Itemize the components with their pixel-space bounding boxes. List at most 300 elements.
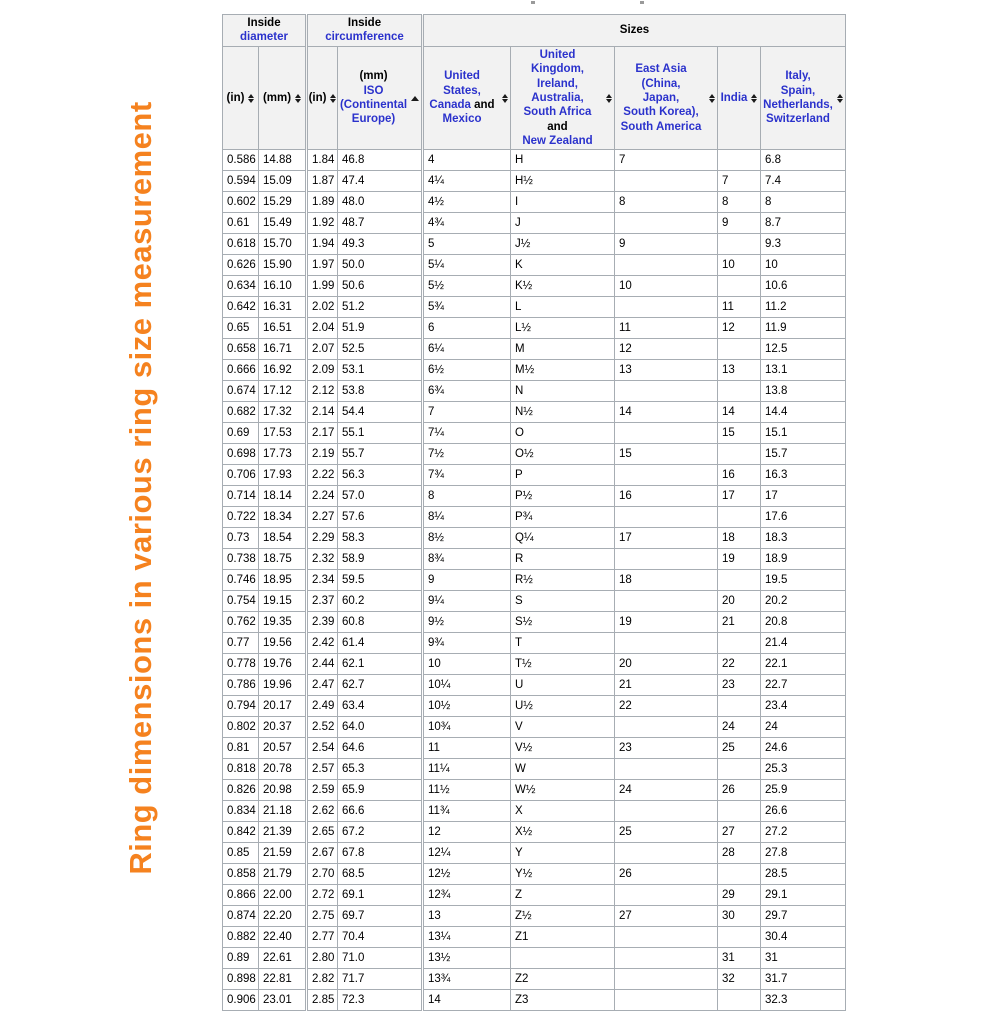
table-cell: 23 — [718, 675, 761, 696]
table-cell: 22.7 — [761, 675, 846, 696]
table-cell — [718, 864, 761, 885]
table-cell: 58.9 — [338, 549, 423, 570]
table-cell: 26.6 — [761, 801, 846, 822]
east-asia-link[interactable]: East Asia (China, — [635, 63, 687, 90]
table-cell: 20 — [615, 654, 718, 675]
table-cell — [615, 843, 718, 864]
table-cell: 29.7 — [761, 906, 846, 927]
table-cell: 2.42 — [307, 633, 338, 654]
table-cell: 0.634 — [223, 276, 259, 297]
table-cell: 25 — [615, 822, 718, 843]
table-cell: K½ — [511, 276, 615, 297]
table-cell: 8 — [615, 192, 718, 213]
table-cell: 0.674 — [223, 381, 259, 402]
table-cell: 16.92 — [259, 360, 307, 381]
header-east-asia[interactable] — [615, 46, 718, 150]
table-cell: 17 — [615, 528, 718, 549]
table-cell: 5¼ — [423, 255, 511, 276]
table-cell: 9½ — [423, 612, 511, 633]
sort-icon[interactable] — [330, 94, 336, 103]
table-cell — [615, 591, 718, 612]
table-cell — [718, 234, 761, 255]
diameter-link[interactable]: diameter — [240, 31, 288, 44]
table-cell: 0.618 — [223, 234, 259, 255]
ireland-link[interactable]: Ireland, — [537, 77, 578, 90]
table-cell: 7.4 — [761, 171, 846, 192]
table-cell: 5 — [423, 234, 511, 255]
table-cell: 27 — [718, 822, 761, 843]
table-cell: 66.6 — [338, 801, 423, 822]
table-cell: 24 — [615, 780, 718, 801]
table-cell: 2.09 — [307, 360, 338, 381]
table-cell: 27 — [615, 906, 718, 927]
table-row — [223, 864, 846, 885]
table-cell: 19 — [615, 612, 718, 633]
table-cell: 14 — [423, 990, 511, 1011]
table-cell: 10 — [718, 255, 761, 276]
table-cell: 0.746 — [223, 570, 259, 591]
table-cell: 22 — [615, 696, 718, 717]
table-cell: R½ — [511, 570, 615, 591]
table-cell: 0.786 — [223, 675, 259, 696]
column-header-row — [223, 46, 846, 150]
sort-icon[interactable] — [295, 94, 301, 103]
continental-europe-link[interactable]: Europe) — [351, 113, 396, 126]
table-cell: 13 — [615, 360, 718, 381]
table-cell: 15.90 — [259, 255, 307, 276]
table-cell: 2.77 — [307, 927, 338, 948]
table-row — [223, 927, 846, 948]
table-row — [223, 276, 846, 297]
australia-link[interactable]: Australia, — [531, 91, 584, 104]
table-cell — [615, 423, 718, 444]
table-cell: 2.27 — [307, 507, 338, 528]
table-cell: 68.5 — [338, 864, 423, 885]
table-cell: 4¼ — [423, 171, 511, 192]
table-cell — [718, 570, 761, 591]
table-cell: 4¾ — [423, 213, 511, 234]
table-cell: 22 — [718, 654, 761, 675]
table-cell: P½ — [511, 486, 615, 507]
table-cell: 19.35 — [259, 612, 307, 633]
sort-icon[interactable] — [502, 94, 508, 103]
table-cell: 2.29 — [307, 528, 338, 549]
table-cell — [615, 759, 718, 780]
table-row — [223, 423, 846, 444]
table-cell: 0.874 — [223, 906, 259, 927]
table-cell: Y½ — [511, 864, 615, 885]
netherlands-link[interactable]: Netherlands, — [763, 99, 833, 112]
table-row — [223, 906, 846, 927]
table-cell: 0.626 — [223, 255, 259, 276]
table-cell — [718, 276, 761, 297]
table-cell: 11 — [615, 318, 718, 339]
table-cell: 69.7 — [338, 906, 423, 927]
table-cell: 8¾ — [423, 549, 511, 570]
table-cell: 7 — [423, 402, 511, 423]
table-cell: 15.1 — [761, 423, 846, 444]
table-cell: 18 — [718, 528, 761, 549]
sort-icon[interactable] — [248, 94, 254, 103]
table-cell: 2.72 — [307, 885, 338, 906]
table-cell: U — [511, 675, 615, 696]
india-link[interactable]: India — [720, 91, 748, 104]
table-cell: 13¼ — [423, 927, 511, 948]
table-cell: K — [511, 255, 615, 276]
header-label: and — [547, 120, 568, 133]
table-cell: 17.53 — [259, 423, 307, 444]
table-cell: 9 — [615, 234, 718, 255]
table-cell: 10 — [423, 654, 511, 675]
table-cell: 22.20 — [259, 906, 307, 927]
table-cell: 15.7 — [761, 444, 846, 465]
table-cell: W½ — [511, 780, 615, 801]
table-cell: 2.02 — [307, 297, 338, 318]
table-row — [223, 507, 846, 528]
table-cell: 0.802 — [223, 717, 259, 738]
table-cell: W — [511, 759, 615, 780]
table-cell: 14 — [718, 402, 761, 423]
sort-ascending-icon[interactable] — [411, 96, 419, 101]
table-cell: X½ — [511, 822, 615, 843]
table-cell: P¾ — [511, 507, 615, 528]
table-cell: 2.14 — [307, 402, 338, 423]
table-cell: M½ — [511, 360, 615, 381]
iso-link[interactable]: ISO — [363, 84, 384, 97]
cutoff-artifact — [531, 1, 535, 4]
table-cell: 28.5 — [761, 864, 846, 885]
table-cell: 5½ — [423, 276, 511, 297]
table-cell: 21.4 — [761, 633, 846, 654]
table-cell — [718, 339, 761, 360]
table-cell: 1.97 — [307, 255, 338, 276]
table-cell — [615, 549, 718, 570]
table-row — [223, 654, 846, 675]
table-row — [223, 192, 846, 213]
table-cell: 15.70 — [259, 234, 307, 255]
table-cell: 64.0 — [338, 717, 423, 738]
table-row — [223, 213, 846, 234]
table-cell: 12 — [718, 318, 761, 339]
table-cell: 50.0 — [338, 255, 423, 276]
table-cell: 0.89 — [223, 948, 259, 969]
table-cell: 9 — [423, 570, 511, 591]
table-cell: 0.882 — [223, 927, 259, 948]
table-cell: S — [511, 591, 615, 612]
sort-icon[interactable] — [709, 94, 715, 103]
table-cell: 2.07 — [307, 339, 338, 360]
table-cell: U½ — [511, 696, 615, 717]
table-cell: 2.80 — [307, 948, 338, 969]
table-cell: 12.5 — [761, 339, 846, 360]
header-label: (in) — [308, 91, 327, 104]
table-row — [223, 549, 846, 570]
table-cell: 0.85 — [223, 843, 259, 864]
table-cell: 23 — [615, 738, 718, 759]
table-cell: 0.898 — [223, 969, 259, 990]
table-cell: 19.96 — [259, 675, 307, 696]
table-cell: 6¾ — [423, 381, 511, 402]
table-cell: 30 — [718, 906, 761, 927]
table-cell: H — [511, 150, 615, 171]
table-cell — [615, 885, 718, 906]
table-cell — [615, 801, 718, 822]
table-cell: Z3 — [511, 990, 615, 1011]
table-cell: 0.834 — [223, 801, 259, 822]
table-cell — [718, 507, 761, 528]
table-cell: 16.31 — [259, 297, 307, 318]
table-cell: 60.8 — [338, 612, 423, 633]
header-label: (mm) — [359, 70, 388, 83]
table-cell — [615, 255, 718, 276]
table-cell: 18.54 — [259, 528, 307, 549]
table-cell: 46.8 — [338, 150, 423, 171]
table-cell: V½ — [511, 738, 615, 759]
table-cell: I — [511, 192, 615, 213]
table-row — [223, 969, 846, 990]
table-cell: 1.84 — [307, 150, 338, 171]
table-cell: 65.3 — [338, 759, 423, 780]
table-cell: 32 — [718, 969, 761, 990]
table-cell: 49.3 — [338, 234, 423, 255]
table-cell: 10¾ — [423, 717, 511, 738]
table-cell: 11 — [423, 738, 511, 759]
header-italy-spain[interactable] — [761, 46, 846, 150]
table-row — [223, 675, 846, 696]
group-label: Inside — [347, 17, 382, 29]
table-cell: 23.4 — [761, 696, 846, 717]
table-cell: 26 — [718, 780, 761, 801]
table-cell: 2.59 — [307, 780, 338, 801]
table-cell: 23.01 — [259, 990, 307, 1011]
table-cell: 18.34 — [259, 507, 307, 528]
table-cell: J — [511, 213, 615, 234]
table-cell: 0.722 — [223, 507, 259, 528]
sort-icon[interactable] — [751, 94, 757, 103]
table-cell: 14.4 — [761, 402, 846, 423]
table-row — [223, 759, 846, 780]
table-cell: T½ — [511, 654, 615, 675]
table-cell: 4 — [423, 150, 511, 171]
table-row — [223, 402, 846, 423]
table-cell: 7¼ — [423, 423, 511, 444]
table-cell: 2.70 — [307, 864, 338, 885]
table-cell: 58.3 — [338, 528, 423, 549]
table-cell: 13½ — [423, 948, 511, 969]
table-cell: 21.39 — [259, 822, 307, 843]
table-cell: 0.714 — [223, 486, 259, 507]
header-label: (mm) — [262, 91, 292, 104]
table-cell: 17.73 — [259, 444, 307, 465]
header-circumference-in[interactable] — [307, 46, 338, 150]
south-africa-link[interactable]: South Africa — [523, 106, 592, 119]
table-cell — [615, 381, 718, 402]
new-zealand-link[interactable]: New Zealand — [522, 135, 593, 147]
table-cell: P — [511, 465, 615, 486]
switzerland-link[interactable]: Switzerland — [766, 113, 830, 126]
header-us-canada-mexico[interactable] — [423, 46, 511, 150]
table-cell: 21.18 — [259, 801, 307, 822]
sort-icon[interactable] — [837, 94, 843, 103]
table-cell: 22.1 — [761, 654, 846, 675]
table-cell: 53.8 — [338, 381, 423, 402]
table-cell: Y — [511, 843, 615, 864]
table-cell: 15.49 — [259, 213, 307, 234]
table-cell: 10¼ — [423, 675, 511, 696]
table-cell: 9¾ — [423, 633, 511, 654]
table-cell: 27.2 — [761, 822, 846, 843]
east-asia-link[interactable]: Japan, — [642, 91, 680, 104]
table-cell: 71.0 — [338, 948, 423, 969]
continental-europe-link[interactable]: (Continental — [339, 99, 408, 112]
table-cell: 47.4 — [338, 171, 423, 192]
table-body — [223, 150, 846, 1011]
table-cell — [718, 759, 761, 780]
table-cell: 0.794 — [223, 696, 259, 717]
table-cell — [615, 927, 718, 948]
spain-link[interactable]: Spain, — [780, 84, 816, 97]
table-cell: 51.9 — [338, 318, 423, 339]
group-header-row — [223, 15, 846, 47]
table-cell: Q¼ — [511, 528, 615, 549]
header-india[interactable] — [718, 46, 761, 150]
table-cell: 11¾ — [423, 801, 511, 822]
header-uk-commonwealth[interactable] — [511, 46, 615, 150]
table-cell: 12¼ — [423, 843, 511, 864]
table-cell: L½ — [511, 318, 615, 339]
table-cell: 0.698 — [223, 444, 259, 465]
united-kingdom-link[interactable]: United Kingdom, — [530, 48, 585, 76]
table-row — [223, 738, 846, 759]
table-cell: 55.7 — [338, 444, 423, 465]
table-cell: 15 — [718, 423, 761, 444]
table-cell: 60.2 — [338, 591, 423, 612]
table-cell: 26 — [615, 864, 718, 885]
south-america-link[interactable]: South America — [620, 120, 702, 133]
table-cell: 53.1 — [338, 360, 423, 381]
table-cell: 54.4 — [338, 402, 423, 423]
table-cell: 13.8 — [761, 381, 846, 402]
canada-link[interactable]: Canada — [429, 99, 471, 112]
table-row — [223, 297, 846, 318]
table-cell: Z½ — [511, 906, 615, 927]
sort-icon[interactable] — [606, 94, 612, 103]
table-cell — [718, 381, 761, 402]
table-cell: 0.602 — [223, 192, 259, 213]
table-cell: Z — [511, 885, 615, 906]
table-cell — [718, 696, 761, 717]
table-cell: 30.4 — [761, 927, 846, 948]
table-cell: 62.7 — [338, 675, 423, 696]
table-cell: 2.54 — [307, 738, 338, 759]
table-cell — [718, 633, 761, 654]
table-cell: 0.826 — [223, 780, 259, 801]
table-cell: L — [511, 297, 615, 318]
table-cell: 24.6 — [761, 738, 846, 759]
table-row — [223, 843, 846, 864]
table-cell: 0.778 — [223, 654, 259, 675]
table-cell: 1.89 — [307, 192, 338, 213]
table-cell: 6 — [423, 318, 511, 339]
table-cell: J½ — [511, 234, 615, 255]
header-diameter-mm[interactable] — [259, 46, 307, 150]
table-cell — [615, 465, 718, 486]
table-cell: 28 — [718, 843, 761, 864]
table-cell: 13.1 — [761, 360, 846, 381]
table-cell — [718, 990, 761, 1011]
table-cell: 17.32 — [259, 402, 307, 423]
table-cell: 14 — [615, 402, 718, 423]
table-cell: 22.00 — [259, 885, 307, 906]
table-row — [223, 234, 846, 255]
table-cell: V — [511, 717, 615, 738]
circumference-link[interactable]: circumference — [325, 31, 404, 44]
table-cell: 17 — [761, 486, 846, 507]
table-cell: 17.93 — [259, 465, 307, 486]
table-cell: 15 — [615, 444, 718, 465]
table-cell: 14.88 — [259, 150, 307, 171]
united-states-link[interactable]: United States, — [443, 70, 481, 97]
table-cell: 17.12 — [259, 381, 307, 402]
table-cell: 19.5 — [761, 570, 846, 591]
table-cell: 67.8 — [338, 843, 423, 864]
table-row — [223, 612, 846, 633]
table-cell: 18.3 — [761, 528, 846, 549]
table-cell: 1.87 — [307, 171, 338, 192]
table-cell: 70.4 — [338, 927, 423, 948]
header-diameter-in[interactable] — [223, 46, 259, 150]
table-cell: 31 — [718, 948, 761, 969]
table-cell: 12½ — [423, 864, 511, 885]
table-cell: 2.17 — [307, 423, 338, 444]
table-cell: 20 — [718, 591, 761, 612]
table-row — [223, 444, 846, 465]
table-cell: 0.818 — [223, 759, 259, 780]
table-row — [223, 339, 846, 360]
table-cell: 1.92 — [307, 213, 338, 234]
table-row — [223, 528, 846, 549]
table-cell: 56.3 — [338, 465, 423, 486]
table-cell: 18.9 — [761, 549, 846, 570]
table-cell: 50.6 — [338, 276, 423, 297]
italy-link[interactable]: Italy, — [785, 70, 811, 83]
table-cell: 11¼ — [423, 759, 511, 780]
group-header-inside-diameter — [223, 15, 307, 47]
table-cell: 20.98 — [259, 780, 307, 801]
table-cell: 24 — [718, 717, 761, 738]
header-iso[interactable] — [338, 46, 423, 150]
table-cell: 0.906 — [223, 990, 259, 1011]
table-cell: 19.56 — [259, 633, 307, 654]
table-row — [223, 633, 846, 654]
table-cell: 2.67 — [307, 843, 338, 864]
table-cell: 16.51 — [259, 318, 307, 339]
table-cell: 20.78 — [259, 759, 307, 780]
table-row — [223, 255, 846, 276]
table-cell: 20.57 — [259, 738, 307, 759]
table-cell — [615, 297, 718, 318]
east-asia-link[interactable]: South Korea), — [623, 106, 699, 119]
mexico-link[interactable]: Mexico — [442, 113, 482, 126]
table-cell — [615, 171, 718, 192]
table-cell: 8 — [423, 486, 511, 507]
table-cell: 7 — [615, 150, 718, 171]
table-cell: 27.8 — [761, 843, 846, 864]
table-cell: 4½ — [423, 192, 511, 213]
table-cell: 20.8 — [761, 612, 846, 633]
table-cell: 11.9 — [761, 318, 846, 339]
table-cell: 11.2 — [761, 297, 846, 318]
